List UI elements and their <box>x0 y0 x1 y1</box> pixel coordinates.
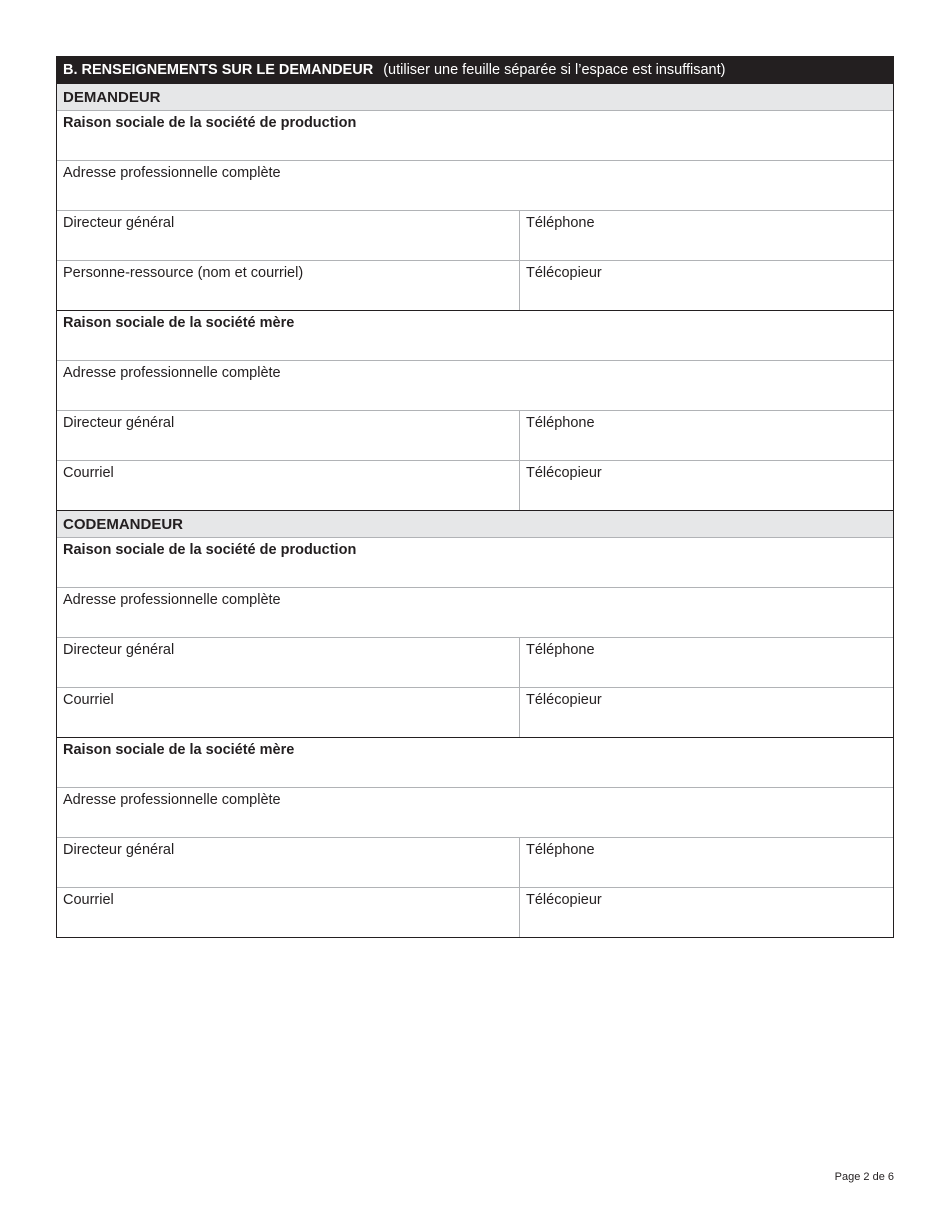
field-label: Téléphone <box>526 215 595 231</box>
field-label: Directeur général <box>63 215 175 231</box>
demandeur-production-phone-field[interactable] <box>520 211 893 260</box>
demandeur-parent-name-field[interactable] <box>57 311 893 360</box>
codemandeur-parent-email-row <box>57 888 893 937</box>
field-label: Téléphone <box>526 642 595 658</box>
demandeur-production-name-row <box>57 111 893 161</box>
field-label: Directeur général <box>63 842 175 858</box>
field-label: Télécopieur <box>526 465 602 481</box>
codemandeur-parent-address-row <box>57 788 893 838</box>
section-note: (utiliser une feuille séparée si l’espace est insuffisant) <box>383 62 726 78</box>
section-title: B. RENSEIGNEMENTS SUR LE DEMANDEUR <box>63 62 374 78</box>
field-label: Télécopieur <box>526 892 602 908</box>
demandeur-parent-fax-field[interactable] <box>520 461 893 510</box>
applicant-info-form <box>56 56 894 938</box>
field-label: Directeur général <box>63 415 175 431</box>
codemandeur-production-block <box>57 538 893 738</box>
field-label: Raison sociale de la société mère <box>63 742 295 758</box>
field-label: Courriel <box>63 892 114 908</box>
codemandeur-parent-email-field[interactable] <box>57 888 520 937</box>
demandeur-parent-email-row <box>57 461 893 510</box>
demandeur-production-director-row <box>57 211 893 261</box>
field-label: Télécopieur <box>526 265 602 281</box>
codemandeur-production-phone-field[interactable] <box>520 638 893 687</box>
demandeur-parent-name-row <box>57 311 893 361</box>
field-label: Courriel <box>63 692 114 708</box>
codemandeur-production-address-field[interactable] <box>57 588 893 637</box>
codemandeur-production-email-field[interactable] <box>57 688 520 737</box>
field-label: Téléphone <box>526 842 595 858</box>
demandeur-production-contact-field[interactable] <box>57 261 520 310</box>
demandeur-parent-director-row <box>57 411 893 461</box>
codemandeur-production-director-row <box>57 638 893 688</box>
field-label: Raison sociale de la société de production <box>63 115 357 131</box>
codemandeur-parent-director-field[interactable] <box>57 838 520 887</box>
demandeur-production-block <box>57 111 893 311</box>
codemandeur-parent-block <box>57 738 893 937</box>
demandeur-parent-address-field[interactable] <box>57 361 893 410</box>
section-header <box>57 56 893 84</box>
field-label: Directeur général <box>63 642 175 658</box>
demandeur-production-contact-row <box>57 261 893 310</box>
field-label: Adresse professionnelle complète <box>63 792 281 808</box>
demandeur-production-name-field[interactable] <box>57 111 893 160</box>
codemandeur-header: CODEMANDEUR <box>57 511 893 538</box>
codemandeur-production-name-field[interactable] <box>57 538 893 587</box>
demandeur-parent-block <box>57 311 893 511</box>
demandeur-production-address-row <box>57 161 893 211</box>
codemandeur-production-address-row <box>57 588 893 638</box>
demandeur-production-fax-field[interactable] <box>520 261 893 310</box>
codemandeur-parent-fax-field[interactable] <box>520 888 893 937</box>
codemandeur-parent-phone-field[interactable] <box>520 838 893 887</box>
field-label: Téléphone <box>526 415 595 431</box>
codemandeur-parent-name-field[interactable] <box>57 738 893 787</box>
demandeur-parent-director-field[interactable] <box>57 411 520 460</box>
field-label: Raison sociale de la société de production <box>63 542 357 558</box>
demandeur-production-address-field[interactable] <box>57 161 893 210</box>
codemandeur-parent-name-row <box>57 738 893 788</box>
field-label: Adresse professionnelle complète <box>63 365 281 381</box>
demandeur-parent-phone-field[interactable] <box>520 411 893 460</box>
field-label: Personne-ressource (nom et courriel) <box>63 265 304 281</box>
field-label: Raison sociale de la société mère <box>63 315 295 331</box>
field-label: Adresse professionnelle complète <box>63 592 281 608</box>
codemandeur-parent-director-row <box>57 838 893 888</box>
demandeur-production-director-field[interactable] <box>57 211 520 260</box>
demandeur-parent-email-field[interactable] <box>57 461 520 510</box>
field-label: Adresse professionnelle complète <box>63 165 281 181</box>
codemandeur-production-email-row <box>57 688 893 737</box>
codemandeur-production-director-field[interactable] <box>57 638 520 687</box>
codemandeur-parent-address-field[interactable] <box>57 788 893 837</box>
codemandeur-production-fax-field[interactable] <box>520 688 893 737</box>
field-label: Télécopieur <box>526 692 602 708</box>
field-label: Courriel <box>63 465 114 481</box>
demandeur-header: DEMANDEUR <box>57 84 893 111</box>
page-number: Page 2 de 6 <box>834 1171 894 1183</box>
codemandeur-production-name-row <box>57 538 893 588</box>
demandeur-parent-address-row <box>57 361 893 411</box>
